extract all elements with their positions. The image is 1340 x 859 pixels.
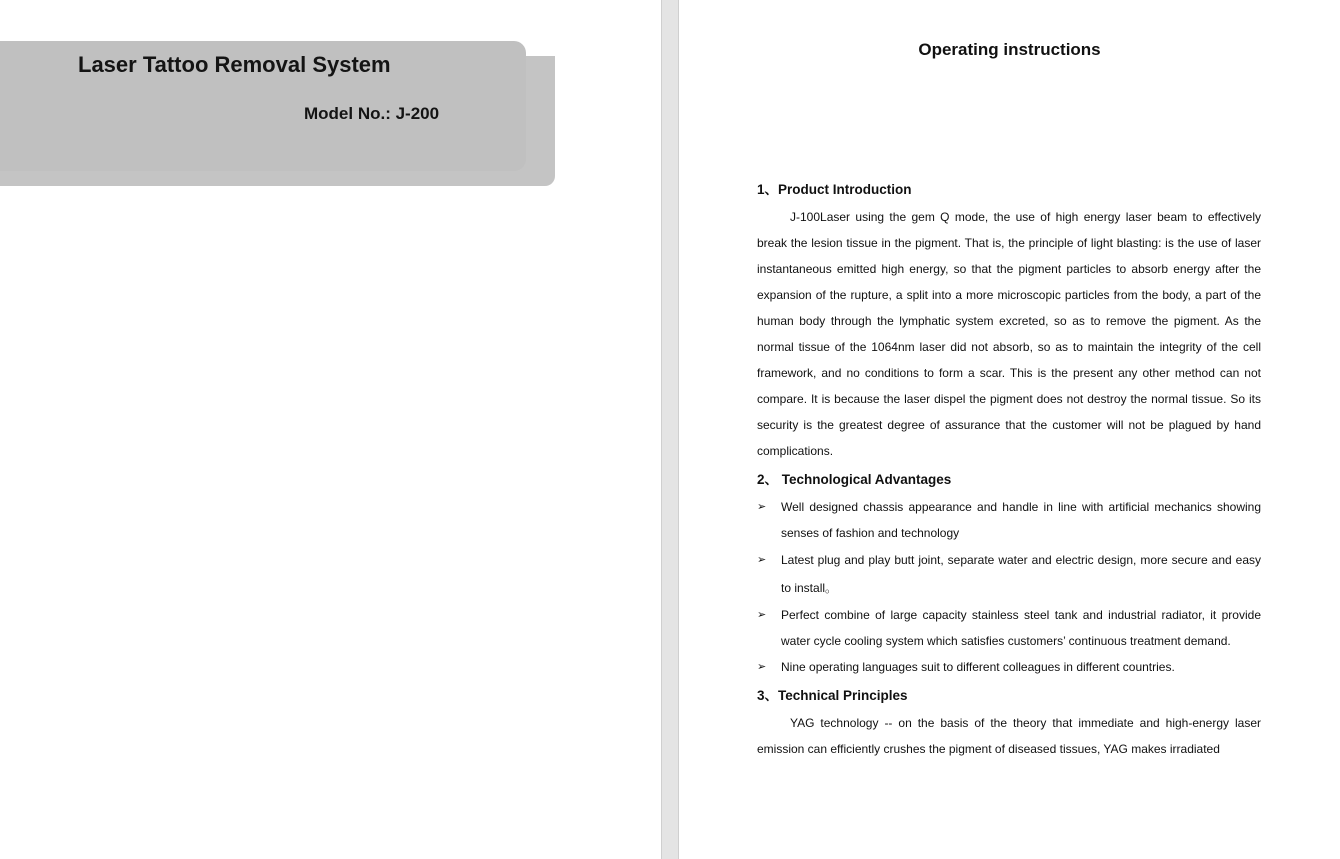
left-page (0, 0, 661, 859)
list-item-text: Perfect combine of large capacity stainless steel tank and industrial radiator, it provide water cycle cooling system which satisfies customers’ continuous treatment demand. (781, 608, 1261, 648)
list-item (757, 602, 1261, 654)
cover-title: Laser Tattoo Removal System (78, 52, 391, 77)
list-item-text: Well designed chassis appearance and handle in line with artificial mechanics showing senses of fashion and technology (781, 500, 1261, 540)
list-item (757, 654, 1261, 680)
cover-model-number: Model No.: J-200 (304, 104, 440, 123)
list-item (757, 494, 1261, 546)
section-heading-technical-principles: 3、Technical Principles (757, 688, 908, 703)
page-gutter (661, 0, 679, 859)
arrowhead-bullet-icon: ➢ (757, 554, 767, 566)
right-page (679, 0, 1340, 859)
section-heading-technological-advantages: 2、 Technological Advantages (757, 472, 952, 487)
list-item-text: Nine operating languages suit to different colleagues in different countries. (781, 660, 1175, 674)
list-item (757, 546, 1261, 602)
document-body (757, 178, 1261, 762)
section-heading-product-introduction: 1、Product Introduction (757, 182, 912, 197)
arrowhead-bullet-icon: ➢ (757, 661, 767, 673)
list-item-text: Latest plug and play butt joint, separate water and electric design, more secure and easy to install。 (781, 553, 1261, 595)
technical-principles-paragraph: YAG technology -- on the basis of the theory that immediate and high-energy laser emission can efficiently crushes the pigment of diseased tissues, YAG makes irradiated (757, 716, 1261, 756)
arrowhead-bullet-icon: ➢ (757, 501, 767, 513)
arrowhead-bullet-icon: ➢ (757, 609, 767, 621)
document-title: Operating instructions (918, 40, 1101, 59)
product-introduction-paragraph: J-100Laser using the gem Q mode, the use of high energy laser beam to effectively break the lesion tissue in the pigment. That is, the principle of light blasting: is the use of laser instantaneous emitted high energy, so that the pigment particles to absorb energy after the expansion of the rupture, a split into a more microscopic particles from the body, a part of the human body through the lymphatic system excreted, so as to remove the pigment. As the normal tissue of the 1064nm laser did not absorb, so as to maintain the integrity of the cell framework, and no conditions to form a scar. This is the present any other method can not compare. It is because the laser dispel the pigment does not destroy the normal tissue. So its security is the greatest degree of assurance that the customer will not be plagued by hand complications. (757, 210, 1261, 458)
advantages-list (757, 494, 1261, 680)
